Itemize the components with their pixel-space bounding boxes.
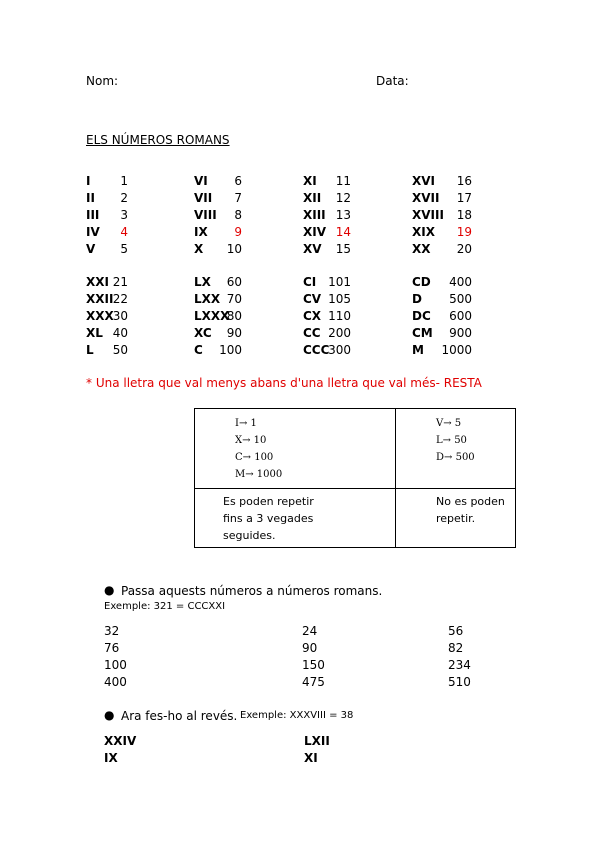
roman-numeral: XV (303, 242, 322, 256)
arabic-number: 900 (449, 326, 472, 340)
roman-numeral: IX (194, 225, 208, 239)
roman-numeral: CCC (303, 343, 330, 357)
numeral-row (194, 173, 242, 190)
arabic-number: 4 (120, 225, 128, 239)
roman-numeral: C (194, 343, 203, 357)
roman-numeral: M (412, 343, 424, 357)
arabic-number: 50 (112, 343, 128, 357)
roman-numeral: XVI (412, 174, 436, 188)
exercise-number: 90 (302, 641, 318, 655)
numeral-row (412, 207, 472, 224)
arabic-number: 15 (335, 242, 351, 256)
numeral-row (86, 342, 128, 359)
numeral-row (86, 325, 128, 342)
exercise-roman: IX (104, 751, 118, 765)
numeral-row (303, 308, 351, 325)
roman-numeral: CM (412, 326, 433, 340)
arabic-number: 2 (120, 191, 128, 205)
arabic-number: 21 (112, 275, 128, 289)
numeral-row (194, 291, 242, 308)
value-l: L→ 50 (436, 435, 467, 446)
roman-numeral: XL (86, 326, 103, 340)
numeral-row (303, 224, 351, 241)
roman-numeral: CV (303, 292, 322, 306)
repeat-rule-line: Es poden repetir (223, 495, 314, 508)
numeral-row (194, 241, 242, 258)
arabic-number: 14 (335, 225, 351, 239)
numeral-row (86, 308, 128, 325)
arabic-number: 300 (328, 343, 351, 357)
numeral-row (303, 190, 351, 207)
exercise-number: 234 (448, 658, 471, 672)
numeral-row (412, 274, 472, 291)
exercise-number: 475 (302, 675, 325, 689)
arabic-number: 101 (328, 275, 351, 289)
numeral-row (194, 207, 242, 224)
roman-numeral: XVII (412, 191, 440, 205)
roman-numeral: XC (194, 326, 212, 340)
numeral-row (194, 224, 242, 241)
arabic-number: 1 (120, 174, 128, 188)
roman-numeral: LX (194, 275, 211, 289)
arabic-number: 5 (120, 242, 128, 256)
value-i: I→ 1 (235, 418, 257, 429)
roman-numeral: CI (303, 275, 317, 289)
value-x: X→ 10 (235, 435, 267, 446)
numeral-row (194, 325, 242, 342)
roman-numeral: XXI (86, 275, 109, 289)
arabic-number: 7 (234, 191, 242, 205)
numeral-row (303, 207, 351, 224)
roman-numeral: X (194, 242, 204, 256)
roman-numeral: LXX (194, 292, 221, 306)
numeral-row (303, 241, 351, 258)
exercise2-example: Exemple: XXXVIII = 38 (240, 710, 354, 721)
arabic-number: 100 (219, 343, 242, 357)
numeral-row (303, 274, 351, 291)
exercise-number: 400 (104, 675, 127, 689)
arabic-number: 60 (226, 275, 242, 289)
bullet-icon: ● (104, 583, 115, 597)
no-repeat-rule-cell (396, 489, 516, 548)
name-label: Nom: (86, 74, 119, 88)
roman-numeral: IV (86, 225, 100, 239)
no-repeat-rule-line: No es poden (436, 495, 505, 508)
non-repeatable-letters-cell (396, 409, 516, 489)
repeat-rule-line: fins a 3 vegades (223, 512, 314, 525)
exercise-number: 32 (104, 624, 120, 638)
roman-numeral: DC (412, 309, 431, 323)
roman-numeral: XIX (412, 225, 435, 239)
roman-numeral: XII (303, 191, 322, 205)
arabic-number: 110 (328, 309, 351, 323)
numeral-row (86, 207, 128, 224)
numeral-row (86, 241, 128, 258)
numeral-row (86, 190, 128, 207)
arabic-number: 11 (335, 174, 351, 188)
arabic-number: 70 (226, 292, 242, 306)
date-label: Data: (376, 74, 409, 88)
arabic-number: 19 (456, 225, 472, 239)
arabic-number: 600 (449, 309, 472, 323)
exercise-number: 24 (302, 624, 318, 638)
roman-numeral: L (86, 343, 94, 357)
numeral-row (86, 173, 128, 190)
roman-numeral: CD (412, 275, 431, 289)
subtraction-rule-note: * Una lletra que val menys abans d'una lletra que val més- RESTA (86, 376, 482, 390)
exercise-roman: LXII (304, 734, 330, 748)
arabic-number: 9 (234, 225, 242, 239)
roman-numeral: VI (194, 174, 208, 188)
arabic-number: 200 (328, 326, 351, 340)
roman-numeral: XXII (86, 292, 114, 306)
numeral-row (303, 173, 351, 190)
arabic-number: 80 (226, 309, 242, 323)
arabic-number: 400 (449, 275, 472, 289)
numeral-row (303, 291, 351, 308)
arabic-number: 500 (449, 292, 472, 306)
arabic-number: 40 (112, 326, 128, 340)
roman-numeral: I (86, 174, 91, 188)
numeral-row (194, 342, 242, 359)
roman-numeral: VIII (194, 208, 217, 222)
arabic-number: 90 (226, 326, 242, 340)
numeral-row (194, 190, 242, 207)
value-v: V→ 5 (436, 418, 462, 429)
numeral-row (194, 308, 242, 325)
arabic-number: 10 (226, 242, 242, 256)
page-title: ELS NÚMEROS ROMANS (86, 133, 230, 147)
repeat-rule-cell (195, 489, 396, 548)
arabic-number: 16 (456, 174, 472, 188)
numeral-row (412, 291, 472, 308)
numeral-row (194, 274, 242, 291)
numeral-row (412, 190, 472, 207)
exercise-number: 76 (104, 641, 120, 655)
roman-numeral: XI (303, 174, 317, 188)
value-c: C→ 100 (235, 452, 274, 463)
arabic-number: 13 (335, 208, 351, 222)
arabic-number: 22 (112, 292, 128, 306)
bullet-icon: ● (104, 708, 115, 722)
arabic-number: 12 (335, 191, 351, 205)
exercise-roman: XI (304, 751, 318, 765)
roman-numeral: VII (194, 191, 213, 205)
roman-numeral: XVIII (412, 208, 444, 222)
numeral-row (412, 308, 472, 325)
value-d: D→ 500 (436, 452, 475, 463)
roman-numeral: XXX (86, 309, 114, 323)
exercise-number: 82 (448, 641, 464, 655)
roman-numeral: LXXX (194, 309, 230, 323)
arabic-number: 3 (120, 208, 128, 222)
arabic-number: 30 (112, 309, 128, 323)
numeral-row (412, 241, 472, 258)
numeral-row (86, 224, 128, 241)
roman-numeral: XX (412, 242, 431, 256)
roman-numeral: III (86, 208, 100, 222)
exercise1-example: Exemple: 321 = CCCXXI (104, 601, 226, 612)
roman-numeral: II (86, 191, 95, 205)
repeatable-letters-cell (195, 409, 396, 489)
numeral-row (412, 173, 472, 190)
roman-numeral: XIV (303, 225, 327, 239)
numeral-row (303, 325, 351, 342)
exercise-number: 56 (448, 624, 464, 638)
roman-numeral: XIII (303, 208, 326, 222)
exercise-roman: XXIV (104, 734, 137, 748)
numeral-row (86, 291, 128, 308)
no-repeat-rule-line: repetir. (436, 512, 476, 525)
numeral-row (412, 224, 472, 241)
value-m: M→ 1000 (235, 469, 283, 480)
arabic-number: 17 (456, 191, 472, 205)
exercise-number: 510 (448, 675, 471, 689)
arabic-number: 105 (328, 292, 351, 306)
numeral-row (86, 274, 128, 291)
arabic-number: 8 (234, 208, 242, 222)
arabic-number: 1000 (441, 343, 472, 357)
numeral-row (412, 325, 472, 342)
exercise2-instruction: Ara fes-ho al revés. (121, 709, 238, 723)
numeral-row (303, 342, 351, 359)
exercise-number: 150 (302, 658, 325, 672)
numeral-row (412, 342, 472, 359)
repeat-rule-line: seguides. (223, 529, 276, 542)
rules-table (194, 408, 516, 548)
roman-numeral: D (412, 292, 422, 306)
roman-numeral: V (86, 242, 96, 256)
arabic-number: 18 (456, 208, 472, 222)
roman-numeral: CX (303, 309, 322, 323)
exercise-number: 100 (104, 658, 127, 672)
arabic-number: 6 (234, 174, 242, 188)
roman-numeral: CC (303, 326, 321, 340)
arabic-number: 20 (456, 242, 472, 256)
exercise1-instruction: Passa aquests números a números romans. (121, 584, 383, 598)
